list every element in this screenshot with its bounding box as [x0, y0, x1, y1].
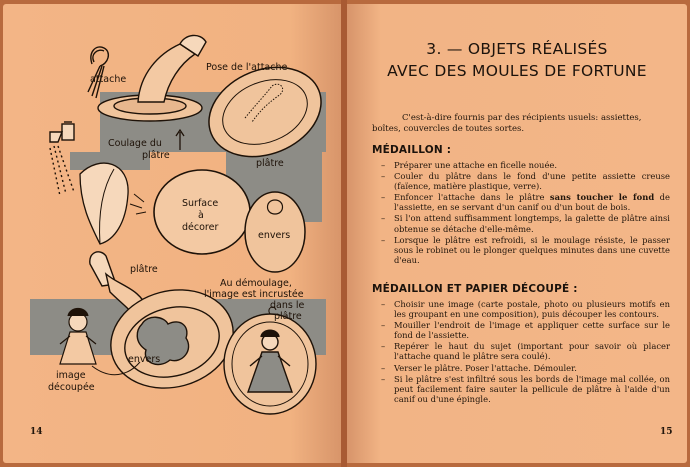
title-line-2: AVEC DES MOULES DE FORTUNE — [387, 62, 647, 80]
label-surface-2: à — [198, 210, 204, 221]
label-demoulage-4: plâtre — [274, 311, 302, 322]
label-demoulage-1: Au démoulage, — [220, 278, 292, 289]
label-attache: attache — [90, 74, 127, 85]
list-item: – Enfoncer l'attache dans le plâtre sans toucher le fond de l'assiette, en se servant d'un canif ou d'un bout de bois. — [381, 192, 670, 213]
list-item: – Choisir une image (carte postale, photo ou plusieurs motifs en les groupant en une composition), puis découper les contours. — [381, 299, 670, 320]
label-demoulage-3: dans le — [270, 300, 305, 311]
list-item: – Si le plâtre s'est infiltré sous les bords de l'image mal collée, on peut facilement faire sauter la pellicule de plâtre à l'aide d'un canif ou d'une épingle. — [381, 373, 670, 404]
label-envers-right: envers — [258, 230, 291, 241]
page-number-left: 14 — [30, 427, 43, 437]
illustration — [30, 24, 330, 419]
label-coulage-2: plâtre — [142, 150, 170, 161]
label-pose-attache: Pose de l'attache — [206, 62, 288, 73]
page-number-right: 15 — [660, 427, 673, 437]
label-demoulage-2: l'image est incrustée — [204, 289, 304, 300]
list-item: – Couler du plâtre dans le fond d'une petite assiette creuse (faïence, matière plastique, verre). — [381, 171, 670, 192]
page-title — [372, 40, 662, 80]
list-papier-decoupe — [372, 299, 670, 405]
heading-papier-decoupe: MÉDAILLON ET PAPIER DÉCOUPÉ : — [372, 283, 578, 295]
label-envers-bottom: envers — [128, 354, 161, 365]
list-item: – Préparer une attache en ficelle nouée. — [381, 160, 558, 170]
label-platre-right: plâtre — [256, 158, 284, 169]
label-coulage-1: Coulage du — [108, 138, 162, 149]
feather-drawing — [80, 163, 128, 244]
heading-medaillon: MÉDAILLON : — [372, 144, 452, 156]
list-item: – Repérer le haut du sujet (important pour savoir où placer l'attache quand le plâtre sera coulé). — [381, 341, 670, 362]
label-surface-3: décorer — [182, 222, 219, 233]
intro-paragraph: C'est-à-dire fournis par des récipients usuels: assiettes, boîtes, couvercles de toutes sortes. — [372, 113, 642, 134]
list-item: – Verser le plâtre. Poser l'attache. Démouler. — [381, 362, 577, 373]
label-platre-bottom: plâtre — [130, 264, 158, 275]
title-line-1: 3. — OBJETS RÉALISÉS — [426, 40, 608, 58]
list-item: – Mouiller l'endroit de l'image et appliquer cette surface sur le fond de l'assiette. — [381, 320, 670, 341]
sparkle-lines — [130, 194, 146, 214]
list-medaillon — [372, 160, 670, 266]
list-item: – Si l'on attend suffisamment longtemps, la galette de plâtre ainsi obtenue se détache d'elle-même. — [381, 213, 670, 234]
list-item: – Lorsque le plâtre est refroidi, si le moulage résiste, le passer sous le robinet ou le plonger quelques minutes dans une cuvette d'eau. — [381, 234, 670, 265]
string-attache-drawing — [88, 47, 108, 98]
label-image-2: découpée — [48, 382, 95, 393]
label-surface-1: Surface — [182, 198, 219, 209]
label-image-1: image — [56, 370, 86, 381]
